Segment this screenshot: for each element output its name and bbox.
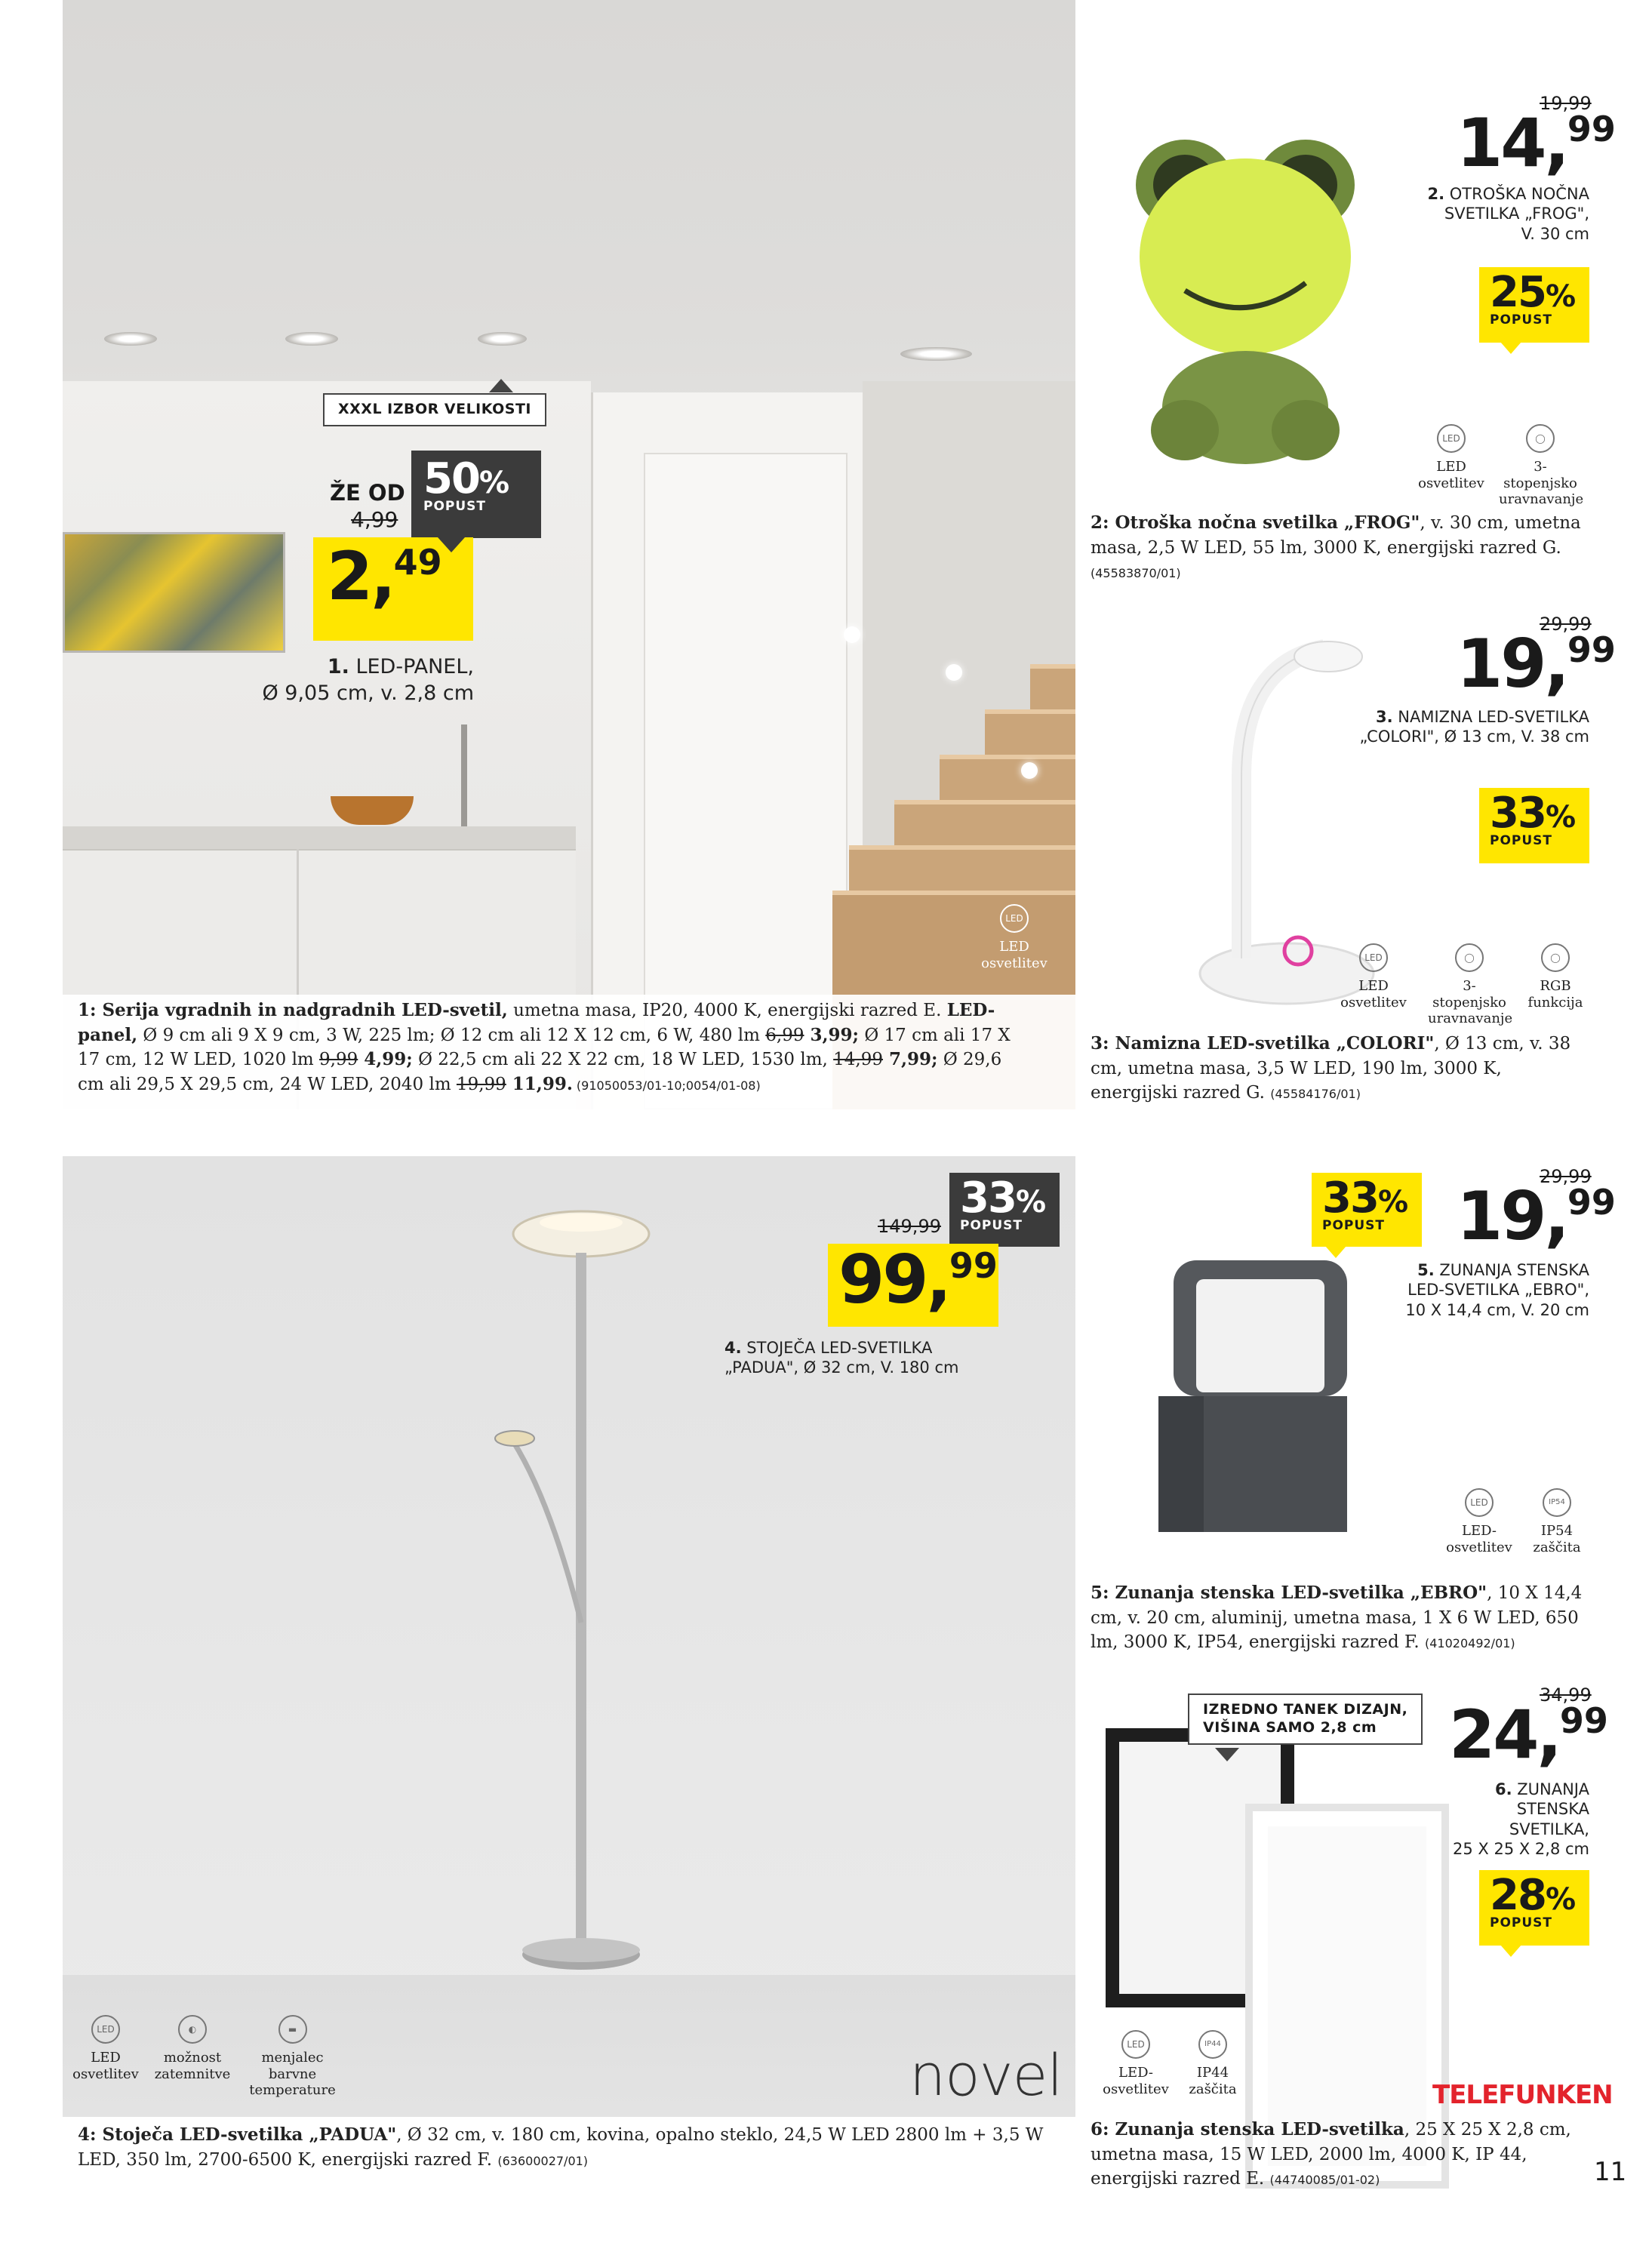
from-label: ŽE OD: [330, 480, 405, 506]
telefunken-brand-logo: TELEFUNKEN: [1432, 2080, 1613, 2110]
old-price: 149,99: [878, 1216, 941, 1237]
product-name: [724, 1338, 1004, 1378]
feature-label: LED-osvetlitev: [1446, 1523, 1512, 1555]
ebro-wall-light-image: [1151, 1260, 1355, 1540]
callout-line: IZREDNO TANEK DIZAJN,: [1203, 1701, 1408, 1718]
desc-title: 4: Stoječa LED-svetilka „PADUA": [78, 2124, 397, 2145]
desc-code: (45584176/01): [1270, 1087, 1361, 1102]
rgb-icon: ◯: [1541, 943, 1570, 972]
product-number: 3.: [1376, 708, 1393, 726]
hero-room-photo: [63, 0, 1075, 1109]
discount-label: POPUST: [423, 499, 487, 514]
name-line: V. 30 cm: [1521, 224, 1589, 243]
callout-pointer: [489, 379, 513, 392]
old-price: 29,99: [1540, 1166, 1592, 1187]
ip44-icon: IP44: [1198, 2030, 1227, 2059]
discount-percent-sign: %: [1015, 1185, 1045, 1220]
desc-text: Ø 17 cm ali 17 X 17 cm, 12 W LED, 1020 lm: [78, 1025, 1011, 1070]
price-integer: 24,: [1449, 1696, 1560, 1773]
discount-badge: [1479, 267, 1589, 343]
desc-title: 2: Otroška nočna svetilka „FROG": [1091, 512, 1420, 533]
slim-design-callout: [1188, 1694, 1423, 1745]
product-description: [1091, 511, 1592, 585]
desc-price: 4,99;: [358, 1049, 413, 1070]
price: [1457, 1177, 1616, 1255]
discount-value: 25: [1490, 268, 1546, 317]
product-name: [257, 654, 474, 706]
feature-label: LED osvetlitev: [981, 939, 1047, 971]
product-description: [1091, 1032, 1592, 1106]
name-line: OTROŠKA NOČNA: [1449, 185, 1589, 203]
led-icon: LED: [91, 2015, 120, 2044]
led-icon: LED: [1359, 943, 1388, 972]
desc-text: Ø 29,6 cm ali 29,5 X 29,5 cm, 24 W LED, 2040 lm: [78, 1050, 1002, 1094]
discount-percent-sign: %: [1545, 800, 1575, 835]
discount-label: POPUST: [1490, 833, 1553, 848]
callout-line: VIŠINA SAMO 2,8 cm: [1203, 1718, 1377, 1736]
padua-floor-lamp-image: [468, 1200, 694, 2000]
product-number: 5.: [1417, 1261, 1435, 1279]
name-line: STENSKA: [1516, 1800, 1589, 1819]
discount-percent-sign: %: [478, 466, 509, 500]
price: [1449, 1696, 1608, 1773]
desc-code: (45583870/01): [1091, 566, 1181, 581]
price-decimals: 99: [1567, 1182, 1616, 1223]
price-decimals: 49: [393, 542, 442, 583]
feature-label: menjalec barvne temperature: [249, 2050, 336, 2099]
page-number: 11: [1594, 2157, 1627, 2187]
feature-led: [973, 904, 1056, 971]
led-icon: LED: [1000, 904, 1029, 933]
feature-dimmer: [1499, 424, 1582, 508]
frog-lamp-image: [1132, 136, 1358, 475]
desc-text: , Ø 13 cm, v. 38 cm, umetna masa, 3,5 W LED, 190 lm, 3000 K, energijski razred G.: [1091, 1034, 1571, 1103]
price-decimals: 99: [1559, 1700, 1608, 1741]
desc-code: (91050053/01-10;0054/01-08): [572, 1078, 761, 1093]
feature-rgb: [1514, 943, 1597, 1011]
ip54-icon: IP54: [1543, 1488, 1571, 1517]
desc-price: 7,99;: [883, 1049, 938, 1070]
discount-label: POPUST: [1490, 1915, 1553, 1930]
feature-label: LED osvetlitev: [1340, 978, 1407, 1011]
feature-led: [1332, 943, 1415, 1011]
discount-label: POPUST: [960, 1218, 1023, 1233]
product-description: [78, 2123, 1059, 2172]
badge-pointer: [1500, 1945, 1521, 1957]
feature-label: 3-stopenjsko uravnavanje: [1428, 978, 1513, 1027]
feature-dimmable: [151, 2015, 234, 2082]
desc-bold: LED-panel,: [78, 1000, 995, 1045]
name-line: „PADUA", Ø 32 cm, V. 180 cm: [724, 1358, 959, 1377]
dimmer-bulb-icon: ◯: [1455, 943, 1484, 972]
product-description: [1091, 1581, 1592, 1655]
desc-text: Ø 22,5 cm ali 22 X 22 cm, 18 W LED, 1530 lm,: [412, 1050, 834, 1070]
name-line: ZUNANJA STENSKA: [1439, 1261, 1589, 1279]
price-integer: 19,: [1457, 625, 1567, 703]
discount-value: 50: [423, 454, 479, 503]
dimmer-bulb-icon: ◯: [1526, 424, 1555, 453]
name-line: SVETILKA,: [1509, 1820, 1589, 1838]
feature-label: RGB funkcija: [1527, 978, 1583, 1011]
desc-text: , 10 X 14,4 cm, v. 20 cm, aluminij, umetna masa, 1 X 6 W LED, 650 lm, 3000 K, IP54, energijski razred F.: [1091, 1583, 1583, 1653]
old-price: 19,99: [1540, 93, 1592, 114]
size-choice-label: XXXL IZBOR VELIKOSTI: [338, 401, 531, 417]
color-temperature-icon: ▬: [278, 2015, 307, 2044]
product-description: [1091, 2118, 1592, 2192]
product-name: [1351, 1260, 1589, 1320]
feature-dimmer: [1428, 943, 1511, 1027]
desc-old-price: 9,99: [319, 1050, 358, 1070]
desc-price: 3,99;: [804, 1024, 860, 1045]
price: [1457, 104, 1616, 182]
price-decimals: 99: [1567, 629, 1616, 670]
badge-pointer: [438, 537, 465, 552]
price-decimals: 99: [949, 1245, 998, 1286]
feature-label: 3-stopenjsko uravnavanje: [1499, 459, 1584, 508]
feature-ip44: [1171, 2030, 1254, 2097]
feature-label: IP54 zaščita: [1533, 1523, 1581, 1555]
product-description: [78, 998, 1014, 1097]
name-line: Ø 9,05 cm, v. 2,8 cm: [262, 681, 474, 706]
old-price: 4,99: [351, 507, 398, 532]
desc-text: , v. 30 cm, umetna masa, 2,5 W LED, 55 lm, 3000 K, energijski razred G.: [1091, 513, 1581, 558]
product-number: 1.: [327, 655, 349, 678]
desc-title: 5: Zunanja stenska LED-svetilka „EBRO": [1091, 1583, 1487, 1603]
discount-label: POPUST: [1322, 1218, 1386, 1233]
feature-led: [1094, 2030, 1177, 2097]
feature-label: IP44 zaščita: [1189, 2065, 1237, 2097]
discount-value: 28: [1490, 1871, 1546, 1920]
size-choice-badge: [323, 393, 546, 426]
desc-code: (41020492/01): [1425, 1636, 1515, 1651]
feature-led: [1410, 424, 1493, 491]
price-decimals: 99: [1567, 109, 1616, 149]
old-price: 29,99: [1540, 614, 1592, 635]
product-name: [1419, 1780, 1589, 1859]
discount-badge: [411, 451, 541, 538]
discount-badge: [1479, 1870, 1589, 1946]
dimmer-icon: ◐: [178, 2015, 207, 2044]
product-name: [1283, 707, 1589, 747]
desc-title: 3: Namizna LED-svetilka „COLORI": [1091, 1033, 1435, 1054]
old-price: 34,99: [1540, 1684, 1592, 1706]
name-line: „COLORI", Ø 13 cm, V. 38 cm: [1359, 728, 1589, 746]
discount-badge: [1479, 788, 1589, 863]
price-box: [313, 537, 473, 641]
feature-ip54: [1515, 1488, 1598, 1555]
desc-title: 6: Zunanja stenska LED-svetilka: [1091, 2119, 1404, 2140]
feature-label: možnost zatemnitve: [154, 2050, 231, 2082]
discount-value: 33: [1490, 789, 1546, 838]
badge-pointer: [1500, 342, 1521, 354]
desc-text: umetna masa, IP20, 4000 K, energijski razred E.: [507, 1001, 947, 1020]
discount-percent-sign: %: [1545, 1882, 1575, 1917]
desc-text: , Ø 32 cm, v. 180 cm, kovina, opalno steklo, 24,5 W LED 2800 lm + 3,5 W LED, 350 lm, 2700-6500 K, energijski razred F.: [78, 2125, 1044, 2170]
discount-label: POPUST: [1490, 312, 1553, 328]
desc-title: 1: Serija vgradnih in nadgradnih LED-svetil,: [78, 1000, 508, 1020]
product-number: 6.: [1494, 1780, 1512, 1798]
price-integer: 14,: [1457, 104, 1567, 182]
name-line: NAMIZNA LED-SVETILKA: [1398, 708, 1589, 726]
price-integer: 19,: [1457, 1177, 1567, 1255]
name-line: SVETILKA „FROG",: [1444, 205, 1589, 223]
desc-old-price: 19,99: [456, 1074, 506, 1094]
discount-percent-sign: %: [1545, 279, 1575, 314]
feature-color-temperature: [249, 2015, 336, 2099]
desc-text: Ø 9 cm ali 9 X 9 cm, 3 W, 225 lm; Ø 12 cm ali 12 X 12 cm, 6 W, 480 lm: [137, 1025, 766, 1045]
name-line: LED-PANEL,: [355, 655, 474, 678]
led-icon: LED: [1437, 424, 1466, 453]
product-name: [1358, 184, 1589, 244]
name-line: 25 X 25 X 2,8 cm: [1453, 1839, 1589, 1858]
discount-value: 33: [1322, 1174, 1378, 1223]
desc-old-price: 6,99: [765, 1025, 804, 1045]
feature-label: LED osvetlitev: [1418, 459, 1484, 491]
novel-brand-logo: novel: [909, 2041, 1063, 2109]
badge-pointer: [1325, 1246, 1346, 1258]
discount-badge: [1312, 1173, 1422, 1247]
product-number: 2.: [1427, 185, 1445, 203]
callout-pointer: [1215, 1748, 1239, 1761]
discount-percent-sign: %: [1377, 1185, 1407, 1220]
product-number: 4.: [724, 1339, 742, 1357]
feature-led: [64, 2015, 147, 2082]
name-line: ZUNANJA: [1517, 1780, 1589, 1798]
feature-led: [1438, 1488, 1521, 1555]
desc-code: (63600027/01): [497, 2153, 589, 2168]
price-integer: 2,: [327, 537, 394, 615]
led-icon: LED: [1465, 1488, 1494, 1517]
discount-badge: [949, 1173, 1060, 1247]
desc-price: 11,99.: [506, 1073, 573, 1094]
desc-text: , 25 X 25 X 2,8 cm, umetna masa, 15 W LED, 2000 lm, 4000 K, IP 44, energijski razred E.: [1091, 2120, 1571, 2189]
price-integer: 99,: [838, 1241, 949, 1318]
led-icon: LED: [1121, 2030, 1150, 2059]
discount-value: 33: [960, 1174, 1016, 1223]
name-line: 10 X 14,4 cm, V. 20 cm: [1405, 1300, 1589, 1319]
price-box: [828, 1241, 998, 1327]
feature-label: LED osvetlitev: [72, 2050, 139, 2082]
desc-code: (44740085/01-02): [1269, 2173, 1380, 2188]
feature-label: LED-osvetlitev: [1103, 2065, 1169, 2097]
name-line: STOJEČA LED-SVETILKA: [746, 1339, 933, 1357]
desc-old-price: 14,99: [833, 1050, 883, 1070]
price: [1457, 625, 1616, 703]
name-line: LED-SVETILKA „EBRO",: [1407, 1281, 1589, 1300]
